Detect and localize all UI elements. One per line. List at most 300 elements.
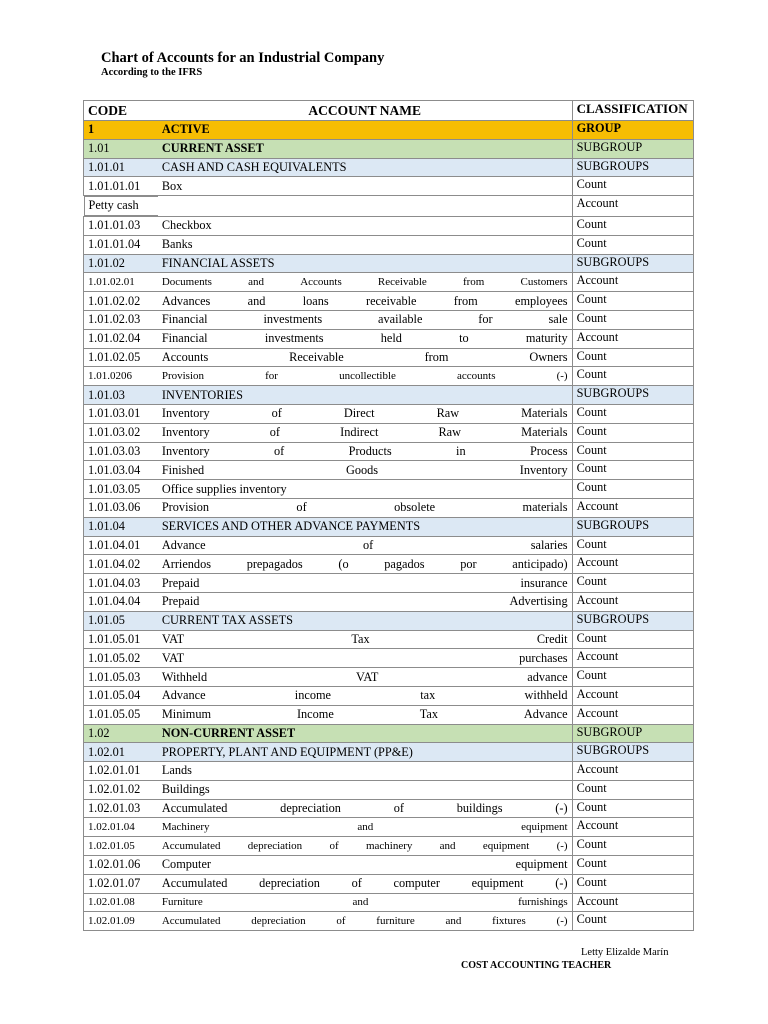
word: machinery — [365, 839, 413, 852]
table-row — [84, 158, 694, 177]
account-code: 1 — [84, 121, 158, 140]
account-name-text — [162, 293, 568, 310]
word: of — [336, 914, 346, 927]
word: Accumulated — [161, 801, 228, 816]
account-name-text — [162, 462, 568, 479]
account-name: CURRENT ASSET — [158, 139, 572, 158]
word: of — [271, 406, 282, 421]
classification: Account — [572, 762, 693, 781]
word: Accumulated — [161, 914, 221, 927]
classification: Count — [572, 310, 693, 329]
word: insurance — [520, 575, 568, 590]
account-code: 1.01.05.03 — [84, 668, 158, 687]
word: sale — [548, 312, 568, 327]
word: Machinery — [161, 820, 210, 833]
word: Products — [348, 443, 392, 458]
account-name — [158, 404, 572, 423]
table-row — [84, 649, 694, 668]
account-name-text — [162, 556, 568, 573]
account-name-text — [162, 311, 568, 328]
account-name: CASH AND CASH EQUIVALENTS — [158, 158, 572, 177]
account-code: 1.01.05.04 — [84, 686, 158, 705]
account-name — [158, 837, 572, 856]
account-name: Lands — [158, 762, 572, 781]
word: VAT — [356, 669, 379, 684]
account-code: 1.01 — [84, 139, 158, 158]
account-code: 1.01.05 — [84, 611, 158, 630]
account-code: 1.01.04.02 — [84, 555, 158, 574]
word: Direct — [343, 406, 375, 421]
word: prepagados — [246, 556, 303, 571]
account-code: 1.01.03.05 — [84, 480, 158, 499]
account-name: CURRENT TAX ASSETS — [158, 611, 572, 630]
word: VAT — [161, 631, 185, 646]
account-name — [158, 705, 572, 724]
word: Tax — [351, 631, 370, 646]
classification: Count — [572, 536, 693, 555]
word: Accounts — [300, 275, 342, 288]
account-name — [158, 574, 572, 593]
account-code: 1.01.02.05 — [84, 348, 158, 367]
word: (-) — [556, 914, 568, 927]
table-row — [84, 555, 694, 574]
account-name — [158, 686, 572, 705]
word: Computer — [161, 857, 212, 872]
word: Documents — [161, 275, 212, 288]
table-row — [84, 235, 694, 254]
table-row — [84, 686, 694, 705]
account-code: 1.02 — [84, 724, 158, 743]
classification: Count — [572, 235, 693, 254]
account-name-text — [162, 537, 568, 554]
word: Raw — [436, 406, 460, 421]
account-code: 1.01.04.04 — [84, 592, 158, 611]
word: pagados — [384, 556, 425, 571]
table-row — [84, 216, 694, 235]
word: furniture — [376, 914, 415, 927]
classification: SUBGROUPS — [572, 743, 693, 762]
account-name-text — [162, 687, 568, 704]
word: buildings — [456, 801, 503, 816]
account-name-text — [162, 631, 568, 648]
account-code: 1.02.01 — [84, 743, 158, 762]
word: investments — [264, 331, 324, 346]
word: from — [453, 293, 478, 308]
word: of — [351, 876, 362, 891]
word: from — [424, 349, 449, 364]
word: Advance — [161, 537, 206, 552]
word: for — [478, 312, 493, 327]
word: (-) — [555, 801, 568, 816]
account-name: NON-CURRENT ASSET — [158, 724, 572, 743]
word: Materials — [521, 425, 568, 440]
classification: Account — [572, 649, 693, 668]
account-code: 1.02.01.05 — [84, 837, 158, 856]
account-code: 1.01.01.04 — [84, 235, 158, 254]
classification: Count — [572, 668, 693, 687]
word: for — [265, 369, 278, 382]
classification: Count — [572, 874, 693, 893]
table-row — [84, 480, 694, 499]
word: Prepaid — [161, 575, 200, 590]
classification: SUBGROUPS — [572, 386, 693, 405]
table-row — [84, 196, 694, 217]
word: to — [459, 331, 469, 346]
classification: Count — [572, 442, 693, 461]
account-name-text — [162, 424, 568, 441]
word: available — [378, 312, 423, 327]
word: Advance — [161, 688, 206, 703]
account-code: 1.01.04.03 — [84, 574, 158, 593]
word: por — [460, 556, 477, 571]
account-code: Petty cash — [84, 196, 158, 216]
account-name — [158, 818, 572, 837]
table-row — [84, 386, 694, 405]
word: equipment — [515, 857, 568, 872]
table-row — [84, 498, 694, 517]
account-code: 1.01.02.02 — [84, 292, 158, 311]
word: Receivable — [377, 275, 427, 288]
author-role: COST ACCOUNTING TEACHER — [461, 960, 612, 971]
account-name-text — [162, 443, 568, 460]
account-name: ACTIVE — [158, 121, 572, 140]
classification: SUBGROUPS — [572, 254, 693, 273]
account-name — [158, 536, 572, 555]
account-code: 1.01.05.01 — [84, 630, 158, 649]
word: Owners — [529, 349, 568, 364]
word: obsolete — [394, 500, 436, 515]
account-code: 1.01.01 — [84, 158, 158, 177]
word: anticipado) — [512, 556, 568, 571]
account-name-text — [162, 819, 568, 836]
account-code: 1.01.02.01 — [84, 273, 158, 292]
word: Process — [529, 443, 568, 458]
account-name — [158, 292, 572, 311]
table-row — [84, 893, 694, 912]
word: loans — [302, 293, 329, 308]
account-name — [158, 423, 572, 442]
classification: Count — [572, 348, 693, 367]
word: tax — [420, 688, 436, 703]
table-row — [84, 536, 694, 555]
account-code: 1.02.01.09 — [84, 912, 158, 931]
table-row — [84, 292, 694, 311]
word: Withheld — [161, 669, 208, 684]
classification: Count — [572, 856, 693, 875]
word: Raw — [438, 425, 462, 440]
table-row — [84, 912, 694, 931]
word: depreciation — [247, 839, 303, 852]
word: Inventory — [161, 443, 210, 458]
word: Customers — [520, 275, 568, 288]
account-name — [158, 442, 572, 461]
header-code: CODE — [84, 101, 158, 121]
document-title: Chart of Accounts for an Industrial Company — [101, 50, 385, 66]
word: investments — [263, 312, 323, 327]
classification: Count — [572, 630, 693, 649]
word: Prepaid — [161, 594, 200, 609]
table-row — [84, 874, 694, 893]
word: and — [248, 275, 265, 288]
word: Furniture — [161, 896, 203, 909]
table-row — [84, 310, 694, 329]
word: Inventory — [161, 406, 210, 421]
account-name: Buildings — [158, 780, 572, 799]
word: of — [274, 443, 285, 458]
word: Accumulated — [161, 839, 221, 852]
account-name: Office supplies inventory — [158, 480, 572, 499]
account-name — [158, 555, 572, 574]
word: and — [439, 839, 456, 852]
account-name-text — [162, 593, 568, 610]
table-row — [84, 177, 694, 196]
word: maturity — [525, 331, 568, 346]
account-code: 1.01.03.06 — [84, 498, 158, 517]
account-name — [158, 856, 572, 875]
word: and — [352, 896, 369, 909]
word: depreciation — [259, 876, 320, 891]
word: and — [445, 914, 462, 927]
table-header-row — [84, 101, 694, 121]
classification: SUBGROUPS — [572, 611, 693, 630]
account-name: PROPERTY, PLANT AND EQUIPMENT (PP&E) — [158, 743, 572, 762]
account-code: 1.01.02 — [84, 254, 158, 273]
word: receivable — [365, 293, 417, 308]
account-name — [158, 893, 572, 912]
word: equipment — [482, 839, 530, 852]
account-code: 1.01.01.03 — [84, 216, 158, 235]
word: Goods — [345, 462, 379, 477]
table-row — [84, 367, 694, 386]
classification: Count — [572, 837, 693, 856]
account-name: SERVICES AND OTHER ADVANCE PAYMENTS — [158, 517, 572, 536]
table-row — [84, 442, 694, 461]
classification: Account — [572, 818, 693, 837]
word: fixtures — [492, 914, 526, 927]
word: furnishings — [518, 896, 568, 909]
word: of — [393, 801, 404, 816]
account-code: 1.01.04.01 — [84, 536, 158, 555]
table-row — [84, 254, 694, 273]
word: computer — [393, 876, 440, 891]
classification: Account — [572, 329, 693, 348]
account-code: 1.01.03.02 — [84, 423, 158, 442]
account-name-text — [162, 330, 568, 347]
classification: Count — [572, 461, 693, 480]
table-row — [84, 139, 694, 158]
table-row — [84, 423, 694, 442]
word: Provision — [161, 500, 209, 515]
author-name: Letty Elizalde Marín — [581, 947, 669, 958]
account-code: 1.02.01.06 — [84, 856, 158, 875]
account-code: 1.01.04 — [84, 517, 158, 536]
account-name — [158, 348, 572, 367]
classification: Account — [572, 705, 693, 724]
word: Inventory — [519, 462, 568, 477]
word: equipment — [471, 876, 524, 891]
classification: Account — [572, 273, 693, 292]
account-name-text — [162, 405, 568, 422]
table-row — [84, 743, 694, 762]
account-name: FINANCIAL ASSETS — [158, 254, 572, 273]
account-code: 1.02.01.08 — [84, 893, 158, 912]
account-name — [158, 329, 572, 348]
word: of — [296, 500, 307, 515]
account-name-text — [162, 913, 568, 930]
table-row — [84, 762, 694, 781]
account-name — [158, 874, 572, 893]
account-name-text — [162, 650, 568, 667]
classification: Count — [572, 216, 693, 235]
account-name-text — [162, 575, 568, 592]
word: Arriendos — [161, 556, 212, 571]
table-row — [84, 461, 694, 480]
account-name — [158, 668, 572, 687]
classification: Count — [572, 912, 693, 931]
account-code: 1.02.01.04 — [84, 818, 158, 837]
accounts-table — [83, 100, 694, 931]
classification: Count — [572, 177, 693, 196]
account-name — [158, 498, 572, 517]
word: equipment — [521, 820, 568, 833]
classification: SUBGROUP — [572, 139, 693, 158]
table-row — [84, 611, 694, 630]
word: Receivable — [289, 349, 344, 364]
word: Accumulated — [161, 876, 228, 891]
word: Advance — [523, 707, 568, 722]
table-row — [84, 705, 694, 724]
classification: SUBGROUPS — [572, 158, 693, 177]
account-name — [158, 649, 572, 668]
word: employees — [514, 293, 568, 308]
classification: Count — [572, 480, 693, 499]
account-name — [158, 196, 572, 217]
word: held — [380, 331, 402, 346]
table-row — [84, 404, 694, 423]
classification: Account — [572, 893, 693, 912]
classification: Count — [572, 367, 693, 386]
word: Finished — [161, 462, 205, 477]
account-code: 1.01.03 — [84, 386, 158, 405]
table-row — [84, 668, 694, 687]
word: and — [357, 820, 374, 833]
classification: Account — [572, 498, 693, 517]
account-name — [158, 367, 572, 386]
word: Financial — [161, 331, 208, 346]
account-name-text — [162, 838, 568, 855]
classification: Count — [572, 292, 693, 311]
account-name-text — [162, 856, 568, 873]
table-row — [84, 273, 694, 292]
table-row — [84, 121, 694, 140]
account-name-text — [162, 706, 568, 723]
word: withheld — [524, 688, 568, 703]
classification: SUBGROUPS — [572, 517, 693, 536]
word: depreciation — [280, 801, 341, 816]
account-name-text — [162, 274, 568, 291]
word: accounts — [457, 369, 496, 382]
classification: Count — [572, 574, 693, 593]
table-row — [84, 799, 694, 818]
word: Advertising — [509, 594, 568, 609]
account-name-text — [162, 499, 568, 516]
word: of — [363, 537, 374, 552]
classification: SUBGROUP — [572, 724, 693, 743]
word: Income — [296, 707, 334, 722]
account-name-text — [162, 894, 568, 911]
table-row — [84, 856, 694, 875]
account-name — [158, 592, 572, 611]
table-row — [84, 818, 694, 837]
word: (-) — [555, 876, 568, 891]
word: (-) — [556, 839, 568, 852]
classification: Account — [572, 196, 693, 217]
word: depreciation — [251, 914, 306, 927]
word: Inventory — [161, 425, 210, 440]
account-name — [158, 461, 572, 480]
account-code: 1.01.02.03 — [84, 310, 158, 329]
classification: Account — [572, 686, 693, 705]
account-name-text — [162, 349, 568, 366]
word: and — [247, 293, 266, 308]
account-name: Checkbox — [158, 216, 572, 235]
account-name — [158, 912, 572, 931]
word: Provision — [161, 369, 205, 382]
header-classification: CLASSIFICATION — [572, 101, 693, 121]
header-account-name: ACCOUNT NAME — [158, 101, 572, 121]
word: Tax — [419, 707, 438, 722]
word: materials — [522, 500, 568, 515]
table-row — [84, 329, 694, 348]
account-code: 1.01.05.05 — [84, 705, 158, 724]
table-row — [84, 348, 694, 367]
classification: Count — [572, 799, 693, 818]
table-row — [84, 574, 694, 593]
word: Credit — [536, 631, 568, 646]
account-name-text — [162, 669, 568, 686]
account-name: INVENTORIES — [158, 386, 572, 405]
account-code: 1.02.01.03 — [84, 799, 158, 818]
classification: Account — [572, 592, 693, 611]
account-code: 1.01.03.01 — [84, 404, 158, 423]
word: Advances — [161, 293, 211, 308]
word: (o — [338, 556, 349, 571]
account-code: 1.02.01.02 — [84, 780, 158, 799]
account-name — [158, 310, 572, 329]
account-code: 1.01.02.04 — [84, 329, 158, 348]
table-row — [84, 724, 694, 743]
word: Indirect — [340, 425, 379, 440]
word: purchases — [519, 650, 568, 665]
word: Materials — [521, 406, 568, 421]
table-row — [84, 630, 694, 649]
classification: Account — [572, 555, 693, 574]
classification: Count — [572, 423, 693, 442]
account-code: 1.01.01.01 — [84, 177, 158, 196]
account-name — [158, 630, 572, 649]
account-code: 1.01.03.04 — [84, 461, 158, 480]
classification: GROUP — [572, 121, 693, 140]
word: advance — [527, 669, 568, 684]
classification: Count — [572, 780, 693, 799]
account-name: Banks — [158, 235, 572, 254]
word: in — [456, 443, 466, 458]
account-code: 1.01.03.03 — [84, 442, 158, 461]
word: income — [294, 688, 331, 703]
word: Financial — [161, 312, 208, 327]
table-row — [84, 517, 694, 536]
word: Minimum — [161, 707, 212, 722]
